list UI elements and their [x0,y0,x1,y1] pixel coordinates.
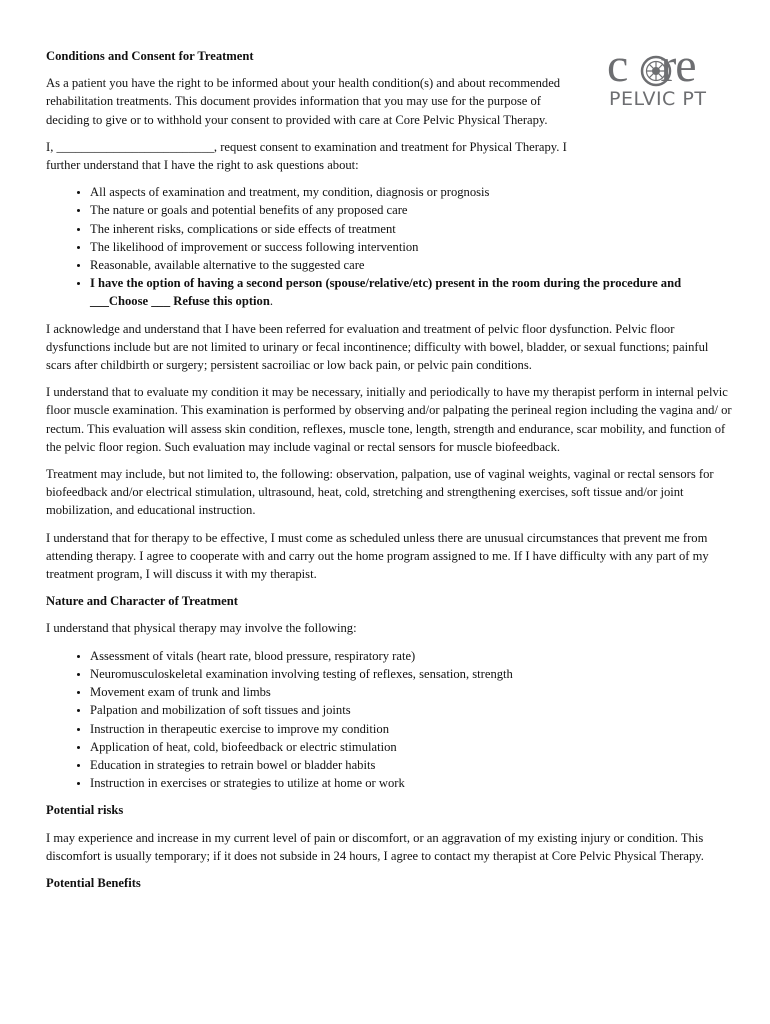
document-title: Conditions and Consent for Treatment [46,49,254,63]
logo-wordmark: c re [607,39,696,92]
list-item: • Instruction in therapeutic exercise to improve my condition [90,720,732,738]
body-paragraph: I understand that to evaluate my condition it may be necessary, initially and periodically to have my therapist perform in internal pelvic floor muscle examination. This examination is performed by observing and/or palpating the perineal region including the vagina and/ or rectum. This evaluation will assess skin condition, reflexes, muscle tone, length, strength and endurance, scar mobility, and function of the pelvic floor region. Such evaluation may include vaginal or rectal sensors for muscle biofeedback. [46,385,732,454]
list-item: • Neuromusculoskeletal examination involving testing of reflexes, sensation, strength [90,665,732,683]
intro-paragraph: As a patient you have the right to be informed about your health condition(s) and about recommended rehabilitation treatments. This document provides information that you may use for the purpose of deciding to give or to withhold your consent to provided with care at Core Pelvic Physical Therapy. [46,76,561,127]
list-item: • Instruction in exercises or strategies to utilize at home or work [90,774,732,792]
rights-list [46,183,732,310]
risks-paragraph: I may experience and increase in my current level of pain or discomfort, or an aggravation of my existing injury or condition. This discomfort is usually temporary; if it does not subside in 24 hours, I agree to contact my therapist at Core Pelvic Physical Therapy. [46,830,704,863]
list-item: • The likelihood of improvement or success following intervention [90,238,732,256]
benefits-heading: Potential Benefits [46,875,141,890]
second-person-option: • I have the option of having a second person (spouse/relative/etc) present in the room during the procedure and ___Choose ___ Refuse this option. [90,274,732,310]
nature-heading: Nature and Character of Treatment [46,594,238,609]
body-paragraph: I understand that for therapy to be effective, I must come as scheduled unless there are unusual circumstances that prevent me from attending therapy. I agree to cooperate with and carry out the home program assigned to me. If I have difficulty with any part of my treatment program, I will discuss it with my therapist. [46,530,709,582]
document-body [46,0,732,892]
list-item: • Education in strategies to retrain bowel or bladder habits [90,756,732,774]
nature-intro: I understand that physical therapy may involve the following: [46,621,357,636]
list-item: • The nature or goals and potential benefits of any proposed care [90,201,732,219]
list-item: • Application of heat, cold, biofeedback or electric stimulation [90,738,732,756]
list-item: • Palpation and mobilization of soft tissues and joints [90,701,732,719]
list-item: • Reasonable, available alternative to the suggested care [90,256,732,274]
body-paragraph: Treatment may include, but not limited to, the following: observation, palpation, use of vaginal weights, vaginal or rectal sensors for biofeedback and/or electrical stimulation, ultrasound, heat, cold, stretching and strengthening exercises, soft tissue and/or joint mobilization, and educational instruction. [46,467,714,518]
risks-heading: Potential risks [46,803,124,818]
nature-list [46,647,732,793]
body-paragraph: I acknowledge and understand that I have been referred for evaluation and treatment of pelvic floor dysfunction. Pelvic floor dysfunctions include but are not limited to urinary or fecal incontinence; difficulty with bowel, bladder, or sexual functions; painful scars after childbirth or surgery; persistent sacroiliac or low back pain, or pelvic pain conditions. [46,321,709,373]
list-item: • All aspects of examination and treatment, my condition, diagnosis or prognosis [90,183,732,201]
list-item: • The inherent risks, complications or side effects of treatment [90,220,732,238]
logo-subtitle: PELVIC PT [609,88,707,110]
consent-line: I, _________________________, request consent to examination and treatment for Physical Therapy. I further understand that I have the right to ask questions about: [46,139,567,173]
list-item: • Assessment of vitals (heart rate, blood pressure, respiratory rate) [90,647,732,665]
list-item: • Movement exam of trunk and limbs [90,683,732,701]
